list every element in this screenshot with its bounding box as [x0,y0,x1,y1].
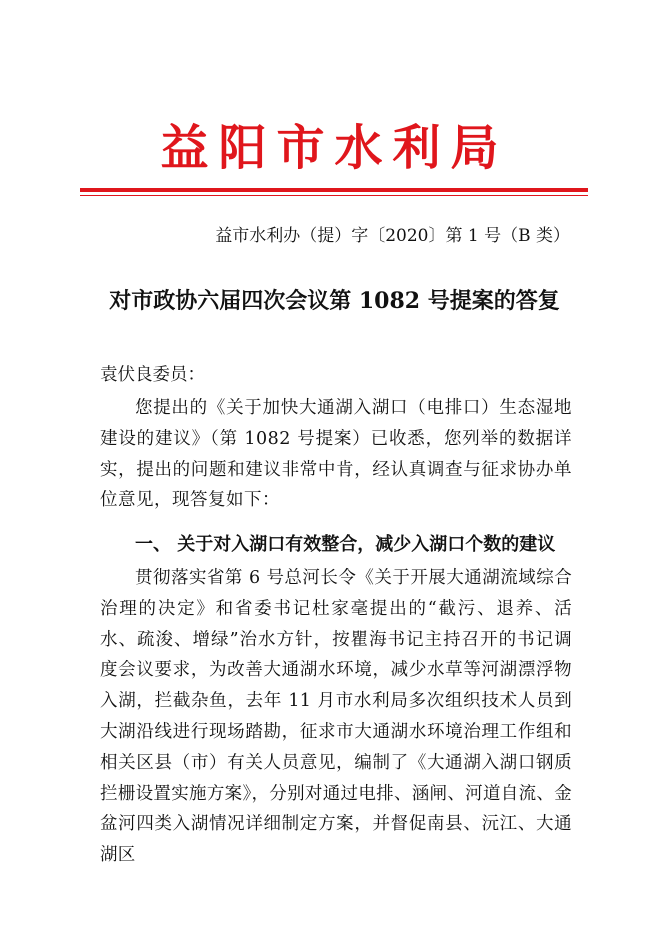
header-rule-thin [80,195,588,196]
section-body-block [100,563,572,871]
salutation: 袁伏良委员： [100,365,205,385]
section-body-paragraph: 贯彻落实省第 6 号总河长令《关于开展大通湖流域综合治理的决定》和省委书记杜家毫提出的“截污、退养、活水、疏浚、增绿”治水方针，按瞿海书记主持召开的书记调度会议要求，为改善大通湖水环境，减少水草等河湖漂浮物入湖，拦截杂鱼，去年 11 月市水利局多次组织技术人员到大湖沿线进行现场踏勘，征求市大通湖水环境治理工作组和相关区县（市）有关人员意见，编制了《大通湖入湖口钢质拦栅设置实施方案》，分别对通过电排、涵闸、河道自流、金盆河四类入湖情况详细制定方案，并督促南县、沅江、大通湖区 [100,568,572,866]
org-title: 益阳市水利局 [160,120,509,176]
document-title: 对市政协六届四次会议第 1082 号提案的答复 [109,288,560,314]
intro-paragraph: 您提出的《关于加快大通湖入湖口（电排口）生态湿地建设的建议》（第 1082 号提案）已收悉，您列举的数据详实，提出的问题和建议非常中肯，经认真调查与征求协办单位意见，现答复如下： [100,398,572,511]
section-heading: 一、 关于对入湖口有效整合，减少入湖口个数的建议 [135,534,556,555]
document-number: 益市水利办（提）字〔2020〕第 1 号（B 类） [215,226,570,246]
header-rule-thick [80,188,588,192]
intro-paragraph-block [100,393,572,516]
